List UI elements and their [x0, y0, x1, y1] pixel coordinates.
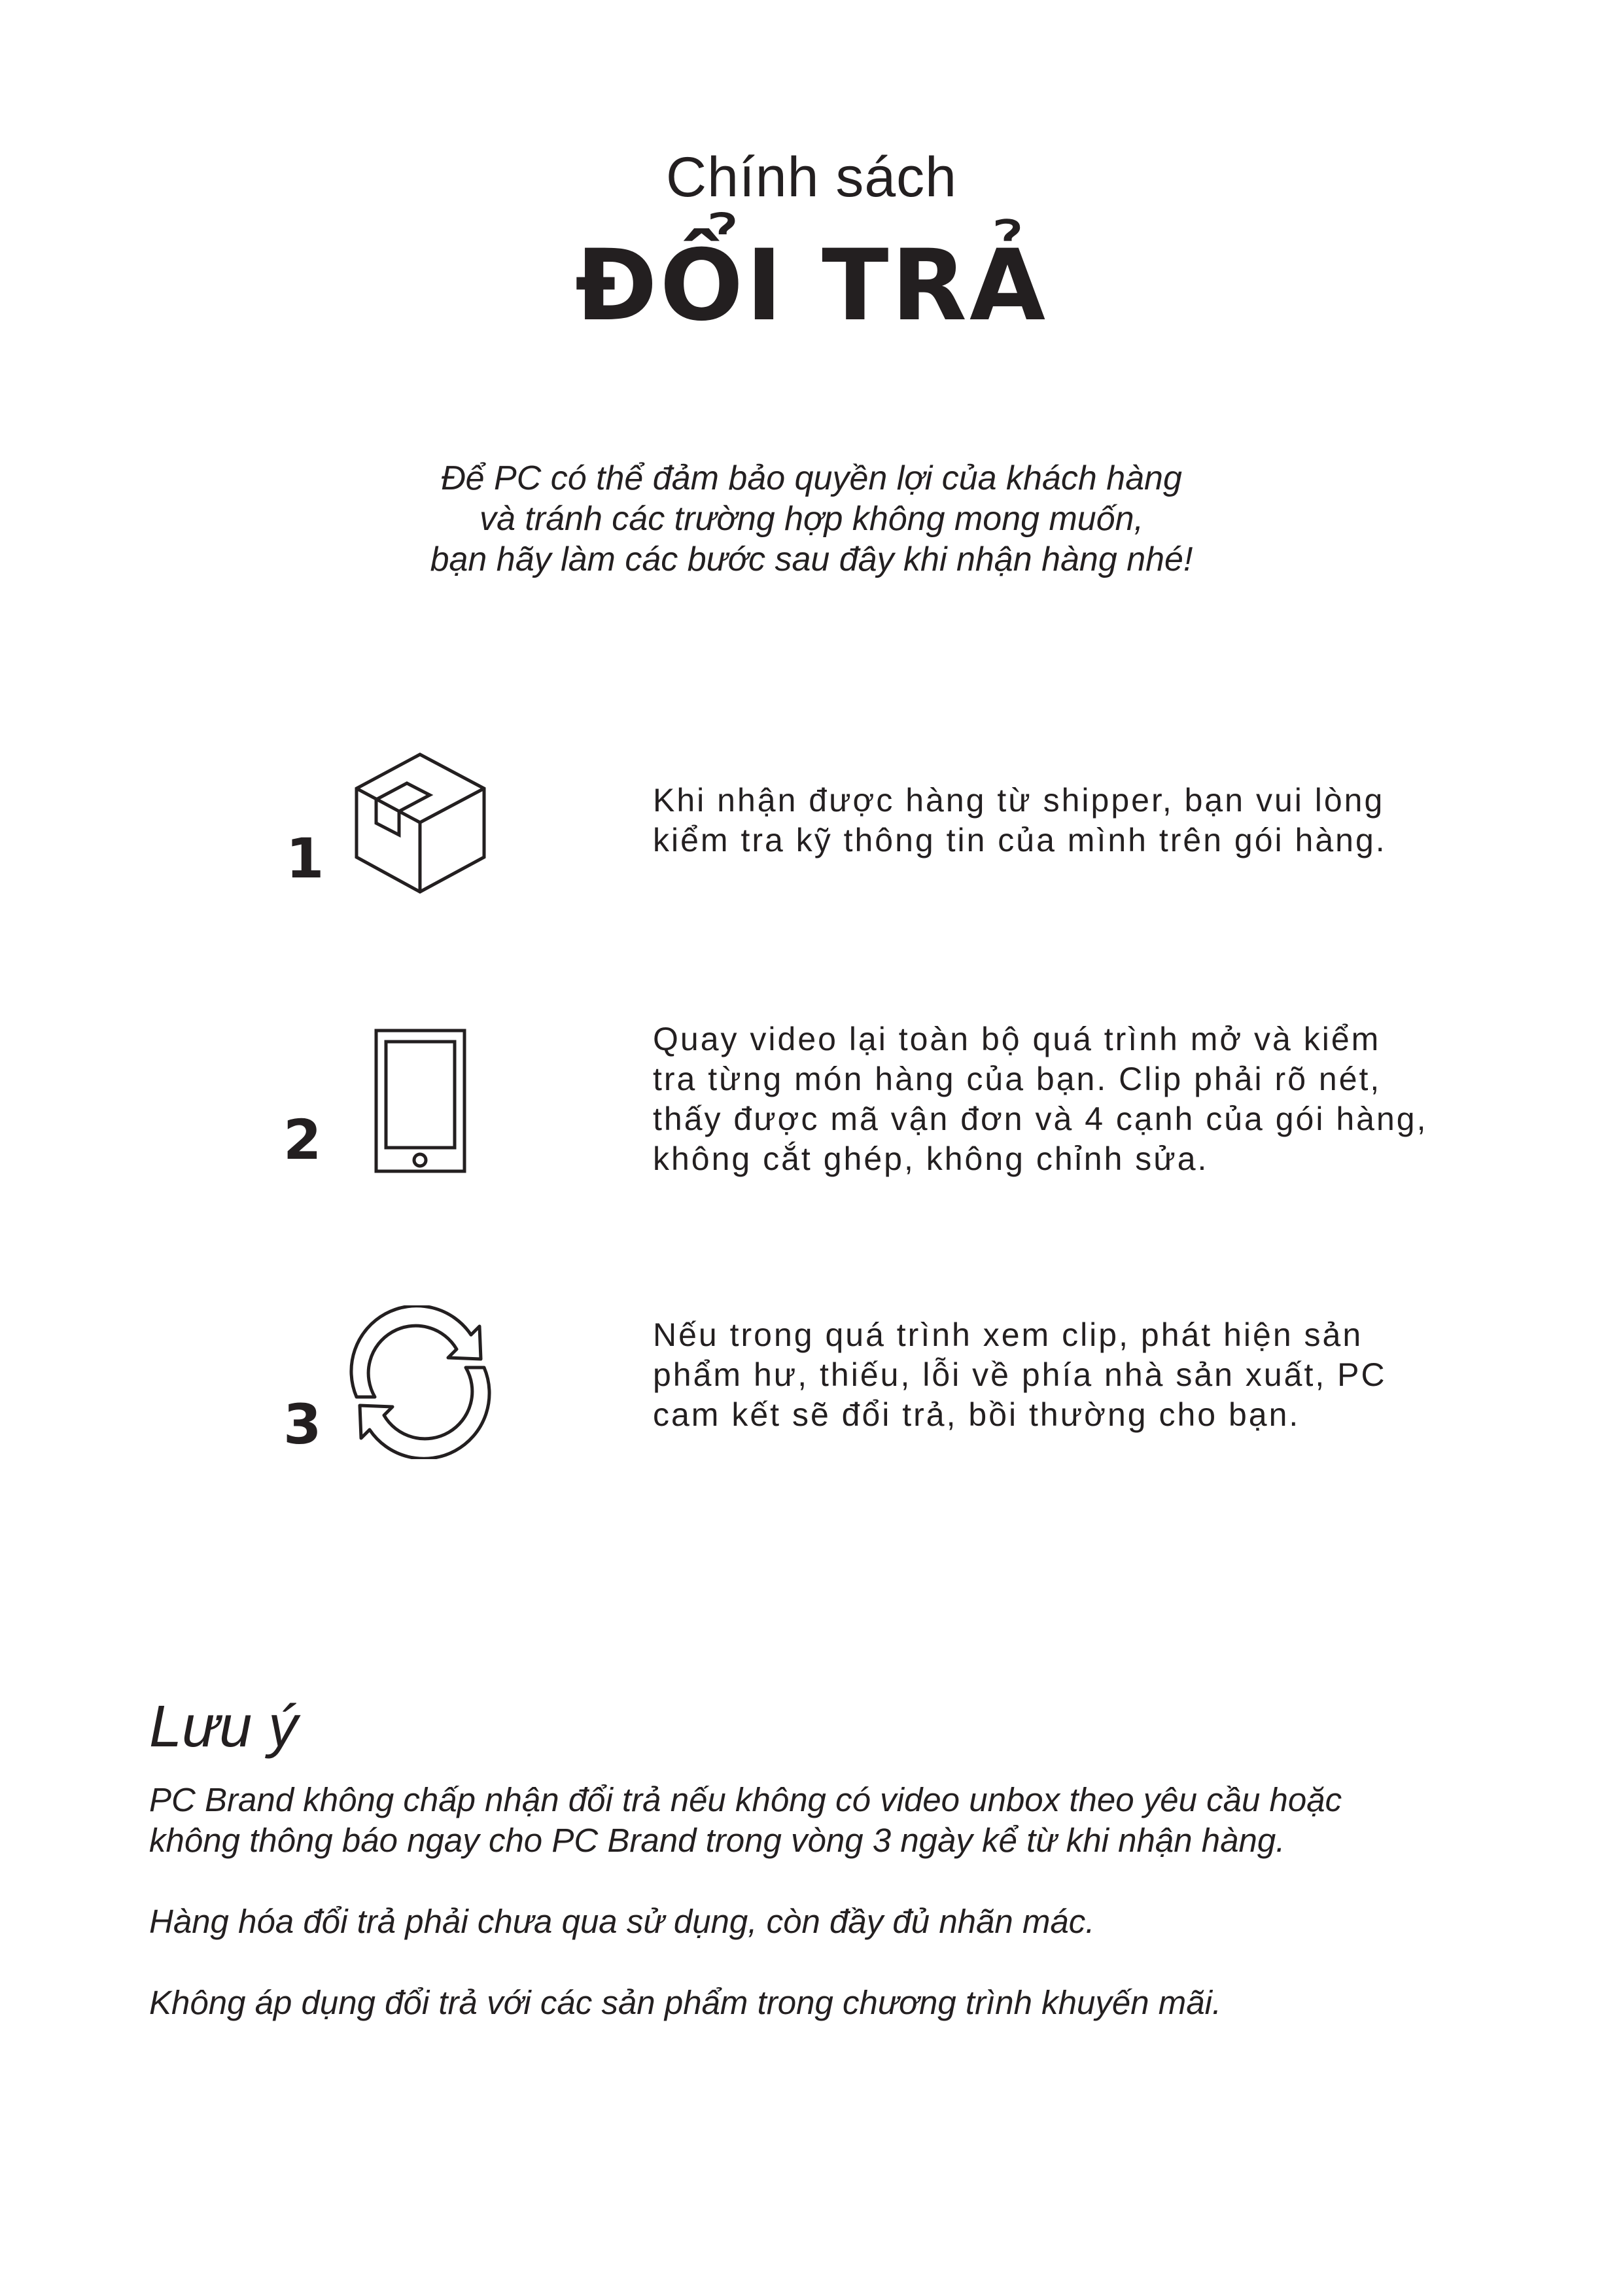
step-3-line: cam kết sẽ đổi trả, bồi thường cho bạn. [653, 1396, 1300, 1433]
step-3-text [653, 1315, 1475, 1435]
step-2-number: 2 [283, 1108, 322, 1172]
note-line: Hàng hóa đổi trả phải chưa qua sử dụng, còn đầy đủ nhãn mác. [149, 1903, 1095, 1940]
step-1-line: kiểm tra kỹ thông tin của mình trên gói hàng. [653, 822, 1387, 858]
smartphone-icon [373, 1027, 468, 1174]
note-line: Không áp dụng đổi trả với các sản phẩm trong chương trình khuyến mãi. [149, 1984, 1222, 2021]
note-spacer [149, 1861, 1523, 1901]
page-title: ĐỔI TRẢ [574, 229, 1049, 343]
note-line: PC Brand không chấp nhận đổi trả nếu không có video unbox theo yêu cầu hoặc [149, 1781, 1342, 1818]
intro-text [0, 458, 1623, 580]
note-line: không thông báo ngay cho PC Brand trong vòng 3 ngày kể từ khi nhận hàng. [149, 1822, 1285, 1859]
step-2-line: không cắt ghép, không chỉnh sửa. [653, 1140, 1209, 1177]
step-2-line: thấy được mã vận đơn và 4 cạnh của gói hàng, [653, 1101, 1428, 1137]
step-3-number: 3 [283, 1392, 322, 1457]
note-spacer [149, 1942, 1523, 1983]
refresh-icon [343, 1305, 497, 1459]
step-3-line: Nếu trong quá trình xem clip, phát hiện sản [653, 1316, 1363, 1353]
intro-line: Để PC có thể đảm bảo quyền lợi của khách hàng [441, 459, 1182, 497]
box-icon [350, 749, 491, 896]
step-1-number: 1 [286, 826, 324, 891]
step-3-line: phẩm hư, thiếu, lỗi về phía nhà sản xuất, PC [653, 1356, 1387, 1393]
note-title: Lưu ý [149, 1694, 298, 1759]
step-2-text [653, 1019, 1475, 1179]
step-1-text [653, 781, 1475, 860]
note-body [149, 1780, 1523, 2023]
step-2-line: tra từng món hàng của bạn. Clip phải rõ nét, [653, 1061, 1382, 1097]
page-subtitle: Chính sách [665, 146, 958, 209]
intro-line: và tránh các trường hợp không mong muốn, [479, 500, 1144, 538]
step-1-line: Khi nhận được hàng từ shipper, bạn vui lòng [653, 782, 1385, 819]
intro-line: bạn hãy làm các bước sau đây khi nhận hàng nhé! [430, 540, 1193, 578]
step-2-line: Quay video lại toàn bộ quá trình mở và kiểm [653, 1021, 1381, 1057]
